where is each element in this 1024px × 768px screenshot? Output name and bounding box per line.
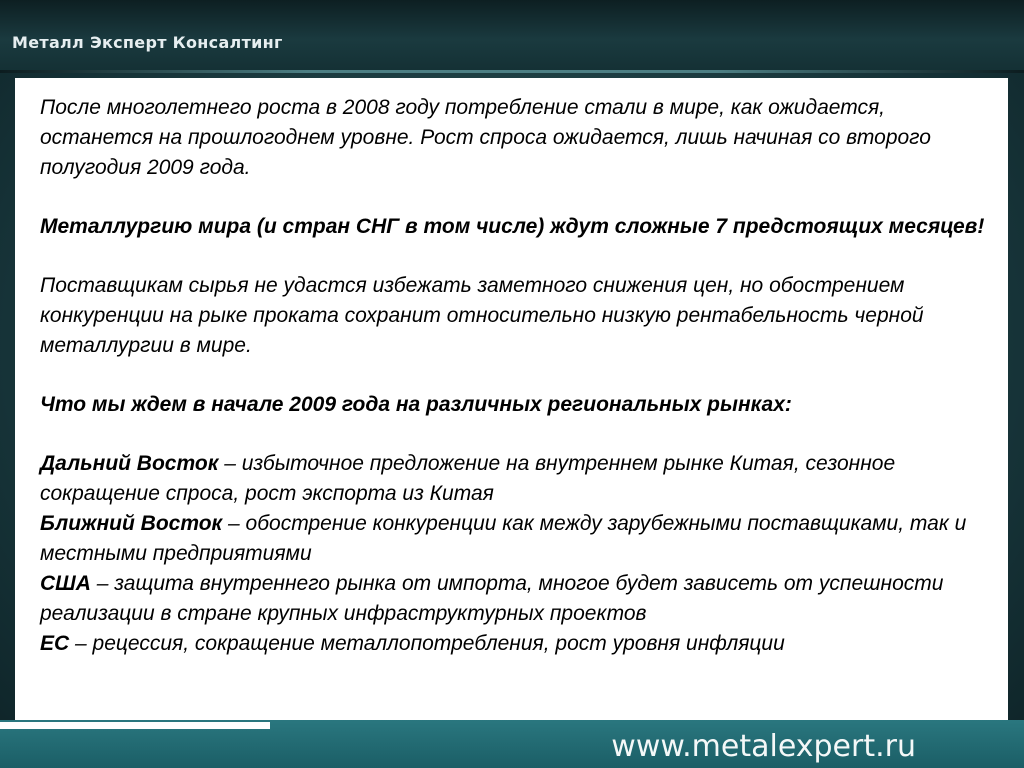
website-link[interactable]: www.metalexpert.ru xyxy=(611,729,916,764)
region-description: – обострение конкуренции как между зарубежными поставщиками, так и местными предприятиями xyxy=(40,512,967,565)
paragraph-forecast: Металлургию мира (и стран СНГ в том числе) ждут сложные 7 предстоящих месяцев! xyxy=(40,215,985,238)
slide-body xyxy=(40,93,995,659)
paragraph-regional-heading: Что мы ждем в начале 2009 года на различных региональных рынках: xyxy=(40,393,792,416)
paragraph-raw-materials: Поставщикам сырья не удастся избежать заметного снижения цен, но обострением конкуренции на рыке проката сохранит относительно низкую рентабельность черной металлургии в мире. xyxy=(40,274,924,357)
region-label: Дальний Восток xyxy=(40,452,219,475)
region-label: ЕС xyxy=(40,632,70,655)
region-label: США xyxy=(40,572,91,595)
region-description: – рецессия, сокращение металлопотребления, рост уровня инфляции xyxy=(69,632,785,655)
region-description: – избыточное предложение на внутреннем рынке Китая, сезонное сокращение спроса, рост экспорта из Китая xyxy=(40,452,896,505)
header-divider xyxy=(0,70,1024,73)
region-label: Ближний Восток xyxy=(40,512,223,535)
footer-accent-strip xyxy=(0,722,270,729)
paragraph-consumption: После многолетнего роста в 2008 году потребление стали в мире, как ожидается, останется на прошлогоднем уровне. Рост спроса ожидается, лишь начиная со второго полугодия 2009 года. xyxy=(40,96,931,179)
paragraph-gap xyxy=(40,361,995,390)
region-item-usa xyxy=(40,569,995,629)
company-title: Металл Эксперт Консалтинг xyxy=(12,33,283,52)
paragraph-gap xyxy=(40,420,995,449)
region-item-middle-east xyxy=(40,509,995,569)
region-item-far-east xyxy=(40,449,995,509)
region-item-eu xyxy=(40,629,995,659)
paragraph-gap xyxy=(40,242,995,271)
region-description: – защита внутреннего рынка от импорта, многое будет зависеть от успешности реализации в стране крупных инфраструктурных проектов xyxy=(40,572,944,625)
paragraph-gap xyxy=(40,183,995,212)
